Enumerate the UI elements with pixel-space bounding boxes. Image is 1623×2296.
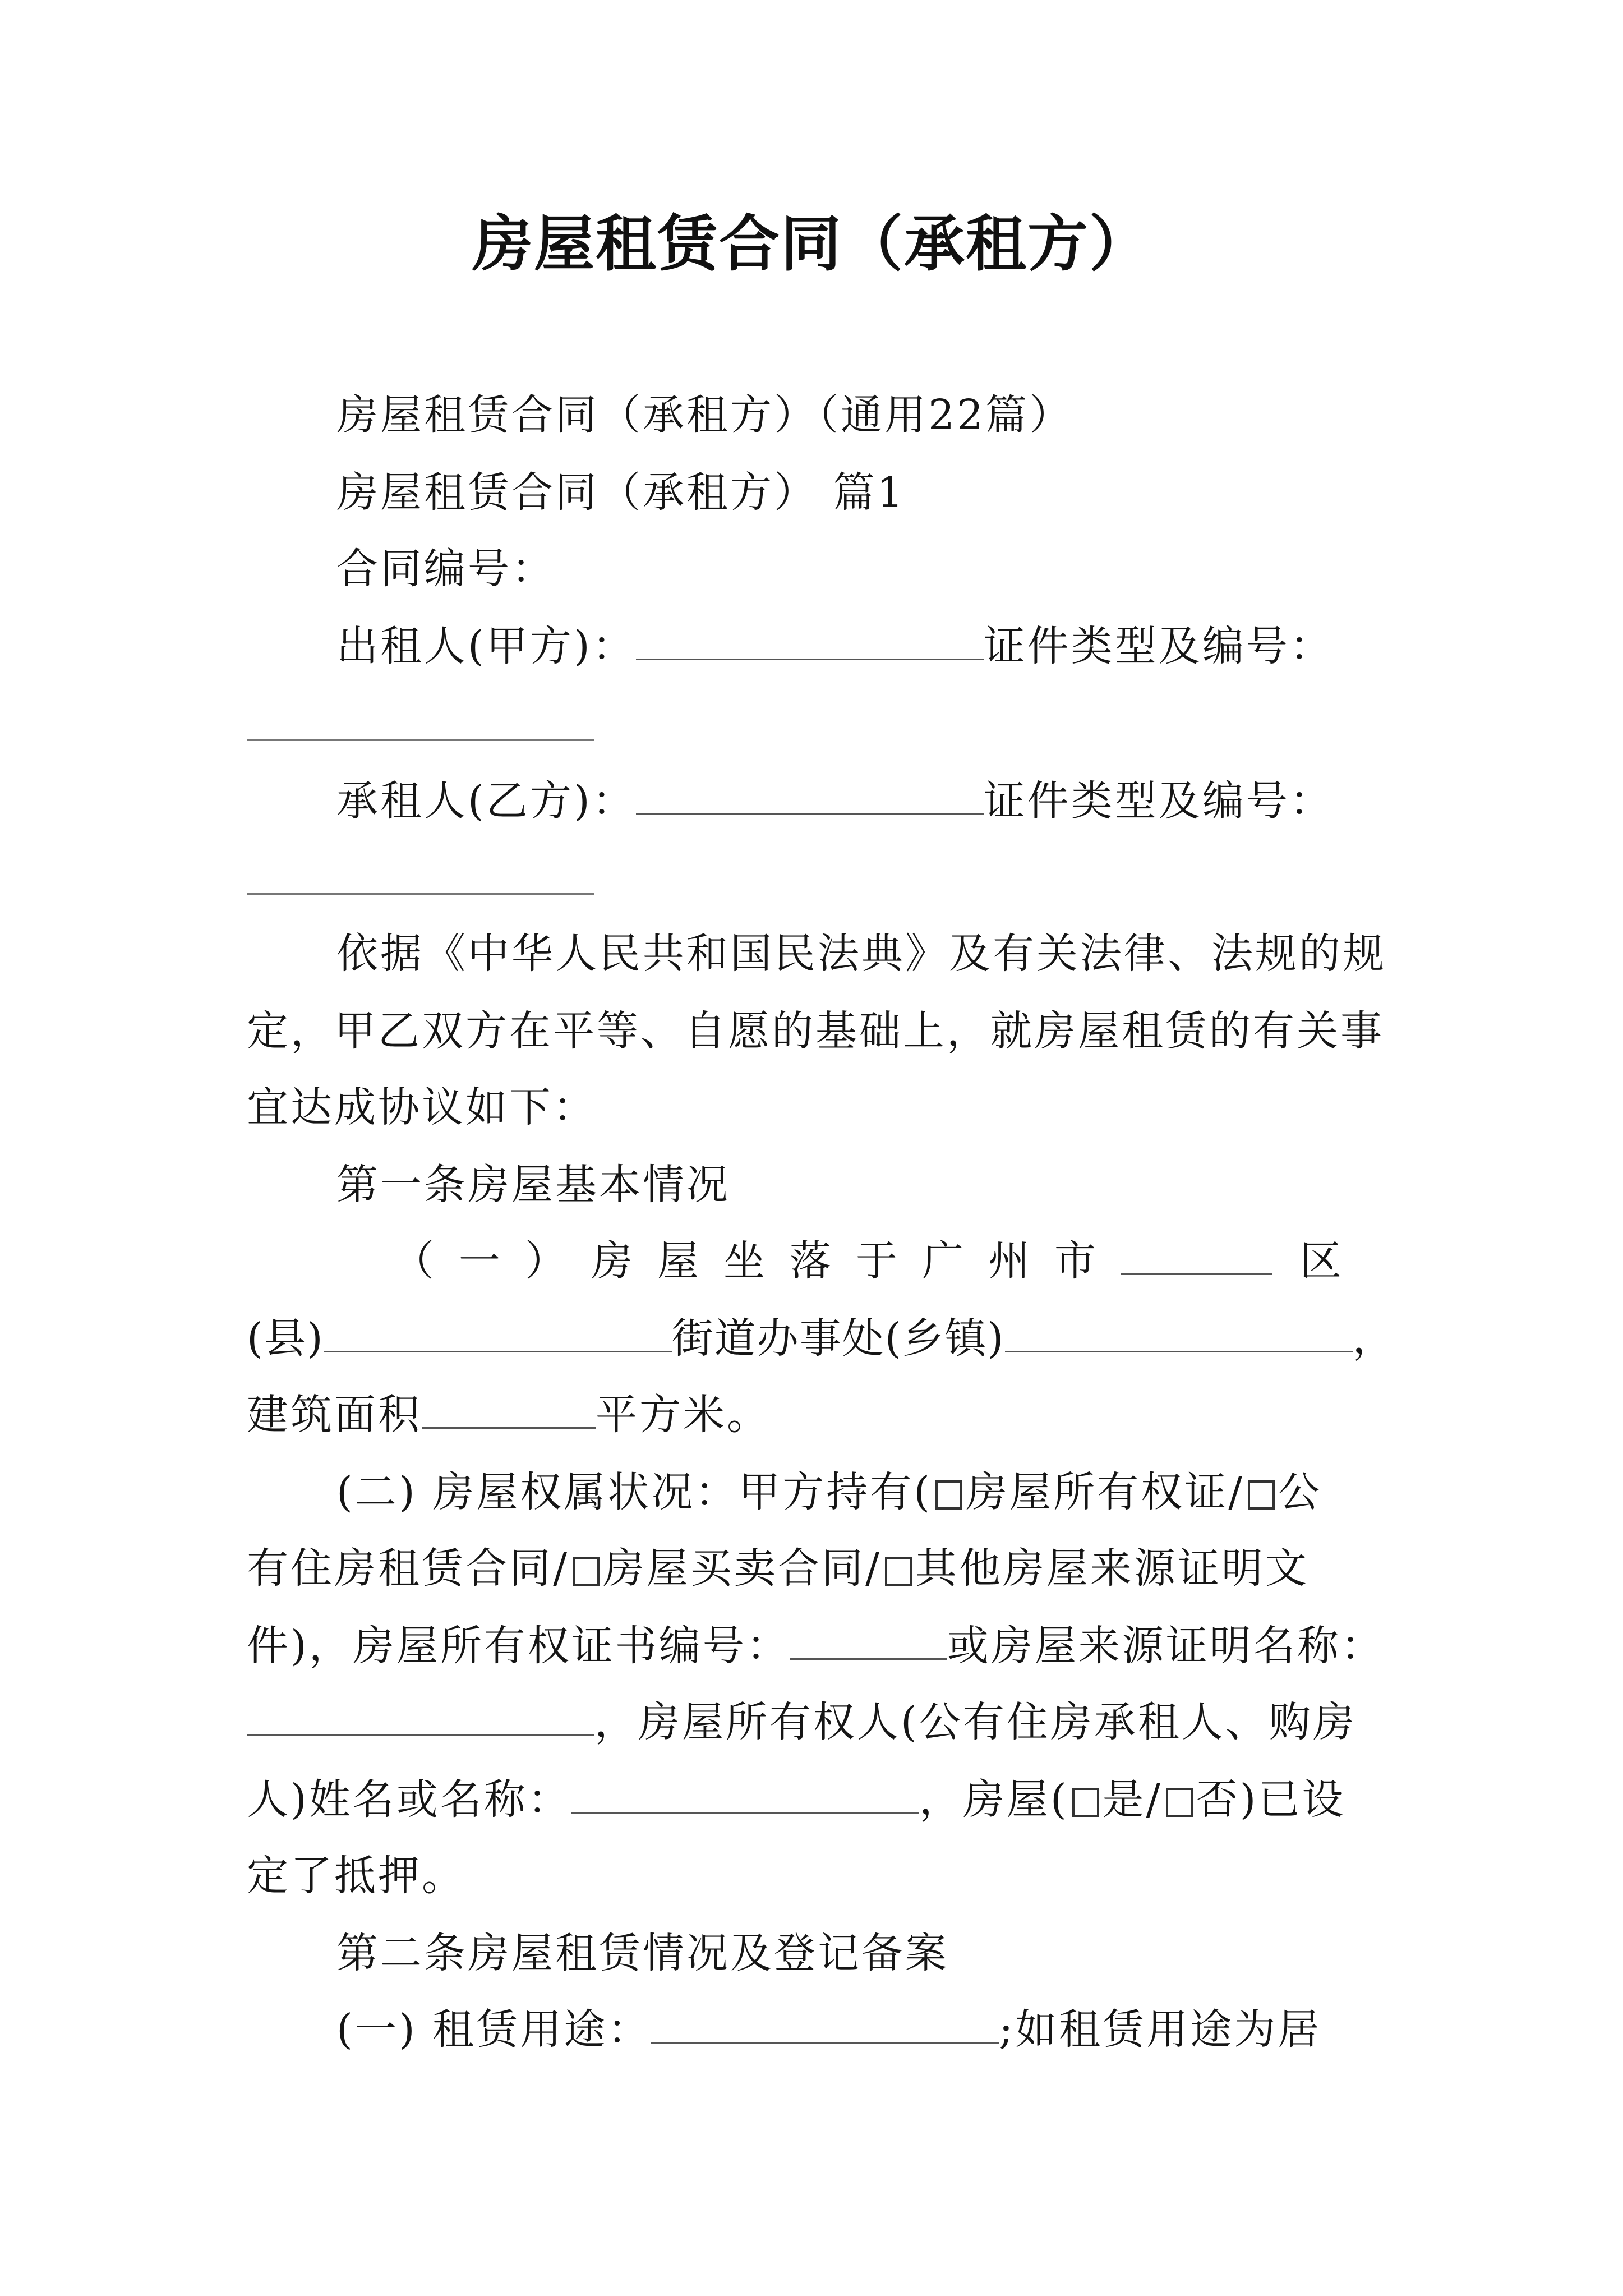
lessor-id-label: 证件类型及编号： — [983, 622, 1334, 670]
lessor-label: 出租人(甲方)： — [336, 622, 636, 670]
proof-name-blank[interactable] — [247, 1695, 594, 1736]
article-1-item-1-line-1 — [393, 1233, 1366, 1289]
article-1-item-2-line-2 — [247, 1540, 1309, 1596]
checkbox-mortgage-yes[interactable] — [1072, 1788, 1099, 1817]
public-housing-label-part: 公 — [1278, 1468, 1322, 1516]
ownership-cert-label: 房屋所有权证/ — [966, 1468, 1245, 1516]
street-office-label: 街道办事处(乡镇) — [671, 1314, 1005, 1363]
public-housing-label: 有住房租赁合同/ — [247, 1544, 569, 1593]
checkbox-other-proof[interactable] — [885, 1557, 912, 1586]
lessor-name-blank[interactable] — [636, 619, 984, 660]
cert-number-label: 件)，房屋所有权证书编号： — [247, 1622, 790, 1670]
checkbox-public-housing[interactable] — [1248, 1480, 1275, 1510]
intro-line-1: 依据《中华人民共和国民法典》及有关法律、法规的规 — [336, 930, 1386, 978]
contract-number-label: 合同编号： — [336, 545, 555, 593]
area-unit: 平方米。 — [596, 1391, 771, 1439]
intro-line-3: 宜达成协议如下： — [247, 1083, 597, 1131]
subtitle-line: 房屋租赁合同（承租方）（通用22篇） — [336, 391, 1073, 439]
owner-name-blank[interactable] — [571, 1773, 919, 1814]
lessee-line — [336, 773, 1334, 829]
lessor-id-blank[interactable] — [247, 739, 594, 741]
article-1-item-2-line-4 — [247, 1694, 1357, 1750]
owner-name-label: 人)姓名或名称： — [247, 1775, 571, 1824]
checkbox-sale-contract[interactable] — [573, 1557, 600, 1586]
sale-contract-label: 房屋买卖合同/ — [602, 1544, 882, 1593]
district-label: 区 — [1300, 1237, 1366, 1285]
lessee-name-blank[interactable] — [636, 774, 984, 815]
area-label: 建筑面积 — [247, 1391, 422, 1439]
article-1-item-1-line-3 — [247, 1387, 771, 1443]
mortgage-label: ，房屋( — [919, 1775, 1069, 1824]
area-blank[interactable] — [422, 1388, 596, 1429]
article-1-item-2-line-1 — [336, 1464, 1322, 1520]
lease-use-label: (一) 租赁用途： — [336, 2005, 652, 2054]
article-1-heading: 第一条房屋基本情况 — [336, 1161, 730, 1209]
article-2-item-1-line-1 — [336, 2001, 1321, 2058]
intro-line-2: 定，甲乙双方在平等、自愿的基础上，就房屋租赁的有关事 — [247, 1007, 1384, 1055]
article-1-item-2-line-3 — [247, 1618, 1385, 1674]
lease-use-continuation: ;如租赁用途为居 — [999, 2005, 1322, 2054]
district-blank[interactable] — [1121, 1234, 1272, 1275]
lessee-label: 承租人(乙方)： — [336, 777, 636, 825]
location-label: （一）房屋坐落于广州市 — [393, 1237, 1121, 1285]
comma: ， — [1352, 1314, 1395, 1363]
owner-label: ，房屋所有权人(公有住房承租人、购房 — [594, 1698, 1357, 1746]
lessor-line — [336, 618, 1334, 674]
other-proof-label: 其他房屋来源证明文 — [915, 1544, 1309, 1593]
checkbox-ownership-cert[interactable] — [935, 1480, 962, 1510]
cert-number-blank[interactable] — [790, 1619, 947, 1660]
article-2-heading: 第二条房屋租赁情况及登记备案 — [336, 1929, 949, 1977]
street-office-blank[interactable] — [1005, 1312, 1353, 1352]
lease-use-blank[interactable] — [651, 2003, 999, 2044]
lessee-id-label: 证件类型及编号： — [983, 777, 1334, 825]
mortgage-yes-label: 是/ — [1102, 1775, 1163, 1824]
county-label: (县) — [247, 1314, 324, 1363]
mortgage-no-label: 否)已设 — [1196, 1775, 1346, 1824]
document-title: 房屋租赁合同（承租方） — [472, 209, 1151, 279]
article-1-item-2-line-6: 定了抵押。 — [247, 1852, 465, 1900]
lessee-id-blank[interactable] — [247, 893, 594, 895]
ownership-label: (二) 房屋权属状况：甲方持有( — [336, 1468, 933, 1516]
part-line: 房屋租赁合同（承租方） 篇1 — [336, 468, 906, 517]
county-blank[interactable] — [324, 1312, 672, 1352]
article-1-item-2-line-5 — [247, 1772, 1346, 1828]
article-1-item-1-line-2 — [247, 1310, 1395, 1366]
checkbox-mortgage-no[interactable] — [1166, 1788, 1193, 1817]
proof-name-label: 或房屋来源证明名称： — [947, 1622, 1385, 1670]
